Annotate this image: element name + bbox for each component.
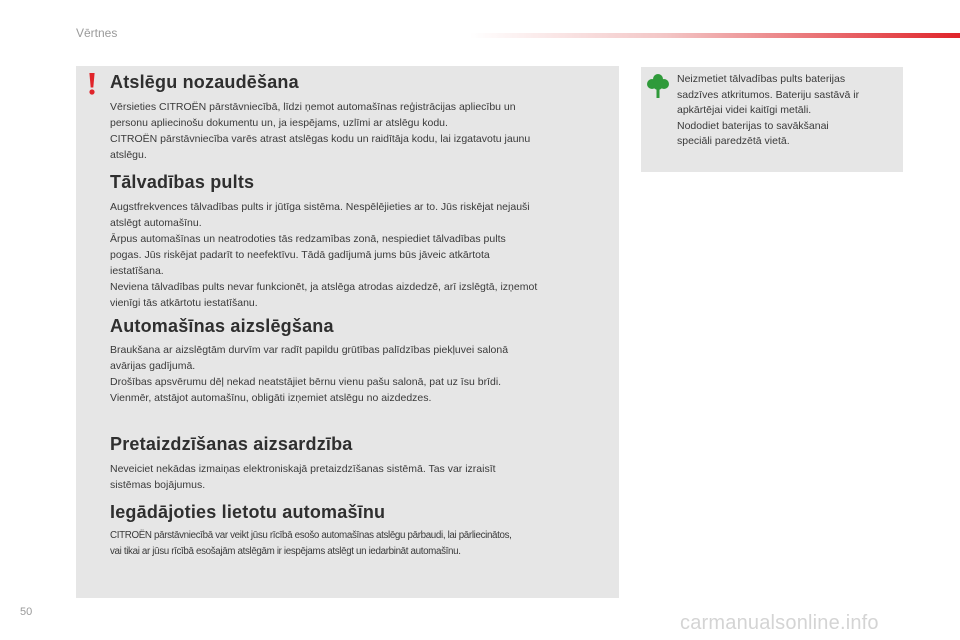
heading-vehicle-locking: Automašīnas aizslēgšana	[110, 316, 334, 336]
paragraph-vehicle-locking	[110, 342, 620, 406]
text-line: CITROËN pārstāvniecībā var veikt jūsu rīcībā esošo automašīnas atslēgu pārbaudi, lai pārliecinātos,	[110, 530, 512, 541]
text-line: Neviena tālvadības pults nevar funkcionēt, ja atslēga atrodas aizdedzē, arī izslēgtā, izņemot	[110, 281, 538, 293]
text-line: Ārpus automašīnas un neatrodoties tās redzamības zonā, nespiediet tālvadības pults	[110, 233, 506, 245]
paragraph-anti-theft	[110, 461, 620, 493]
text-line: pogas. Jūs riskējat padarīt to neefektīvu. Tādā gadījumā jums būs jāveic atkārtota	[110, 249, 490, 261]
text-line: personu apliecinošu dokumentu un, ja iespējams, uzlīmi ar atslēgu kodu.	[110, 117, 448, 129]
header-rule	[470, 33, 960, 38]
text-line: apkārtējai videi kaitīgi metāli.	[677, 104, 812, 116]
text-line: sadzīves atkritumos. Bateriju sastāvā ir	[677, 88, 860, 101]
text-line: vienīgi tās atkārtotu iestatīšanu.	[110, 297, 258, 309]
eco-tree-icon	[646, 73, 670, 99]
heading-remote-control: Tālvadības pults	[110, 172, 255, 192]
watermark-text: carmanualsonline.info	[680, 612, 879, 634]
heading-used-vehicle: Iegādājoties lietotu automašīnu	[110, 502, 386, 522]
text-line: Vienmēr, atstājot automašīnu, obligāti izņemiet atslēgu no aizdedzes.	[110, 392, 432, 404]
text-line: Drošības apsvērumu dēļ nekad neatstājiet bērnu vienu pašu salonā, pat uz īsu brīdi.	[110, 376, 502, 388]
text-line: speciāli paredzētā vietā.	[677, 135, 790, 147]
section-header: Vērtnes	[76, 26, 118, 40]
text-line: Augstfrekvences tālvadības pults ir jūtīga sistēma. Nespēlējieties ar to. Jūs riskējat nejauši	[110, 201, 530, 213]
heading-lost-keys: Atslēgu nozaudēšana	[110, 72, 299, 92]
text-line: atslēgu.	[110, 149, 147, 161]
paragraph-remote-control	[110, 199, 620, 311]
text-line: atslēgt automašīnu.	[110, 217, 202, 229]
text-line: Neizmetiet tālvadības pults baterijas	[677, 73, 846, 85]
paragraph-lost-keys	[110, 99, 620, 163]
text-line: Neveiciet nekādas izmaiņas elektroniskajā pretaizdzīšanas sistēmā. Tas var izraisīt	[110, 463, 496, 475]
text-line: avārijas gadījumā.	[110, 360, 196, 372]
text-line: CITROËN pārstāvniecība varēs atrast atslēgas kodu un raidītāja kodu, lai izgatavotu jaunu	[110, 133, 531, 145]
text-line: sistēmas bojājumus.	[110, 479, 206, 491]
text-line: vai tikai ar jūsu rīcībā esošajām atslēgām ir iespējams atslēgt un iedarbināt automašīnu.	[110, 546, 461, 557]
heading-anti-theft: Pretaizdzīšanas aizsardzība	[110, 434, 353, 454]
page-number: 50	[20, 606, 33, 618]
text-line: Nododiet baterijas to savākšanai	[677, 119, 829, 132]
paragraph-used-vehicle	[110, 528, 615, 560]
text-line: Vērsieties CITROËN pārstāvniecībā, līdzi ņemot automašīnas reģistrācijas apliecību un	[110, 101, 516, 113]
warning-exclamation-icon	[86, 72, 98, 96]
eco-note-text	[677, 72, 899, 150]
text-line: Braukšana ar aizslēgtām durvīm var radīt papildu grūtības palīdzības piekļuvei salonā	[110, 344, 509, 356]
text-line: iestatīšana.	[110, 265, 164, 277]
